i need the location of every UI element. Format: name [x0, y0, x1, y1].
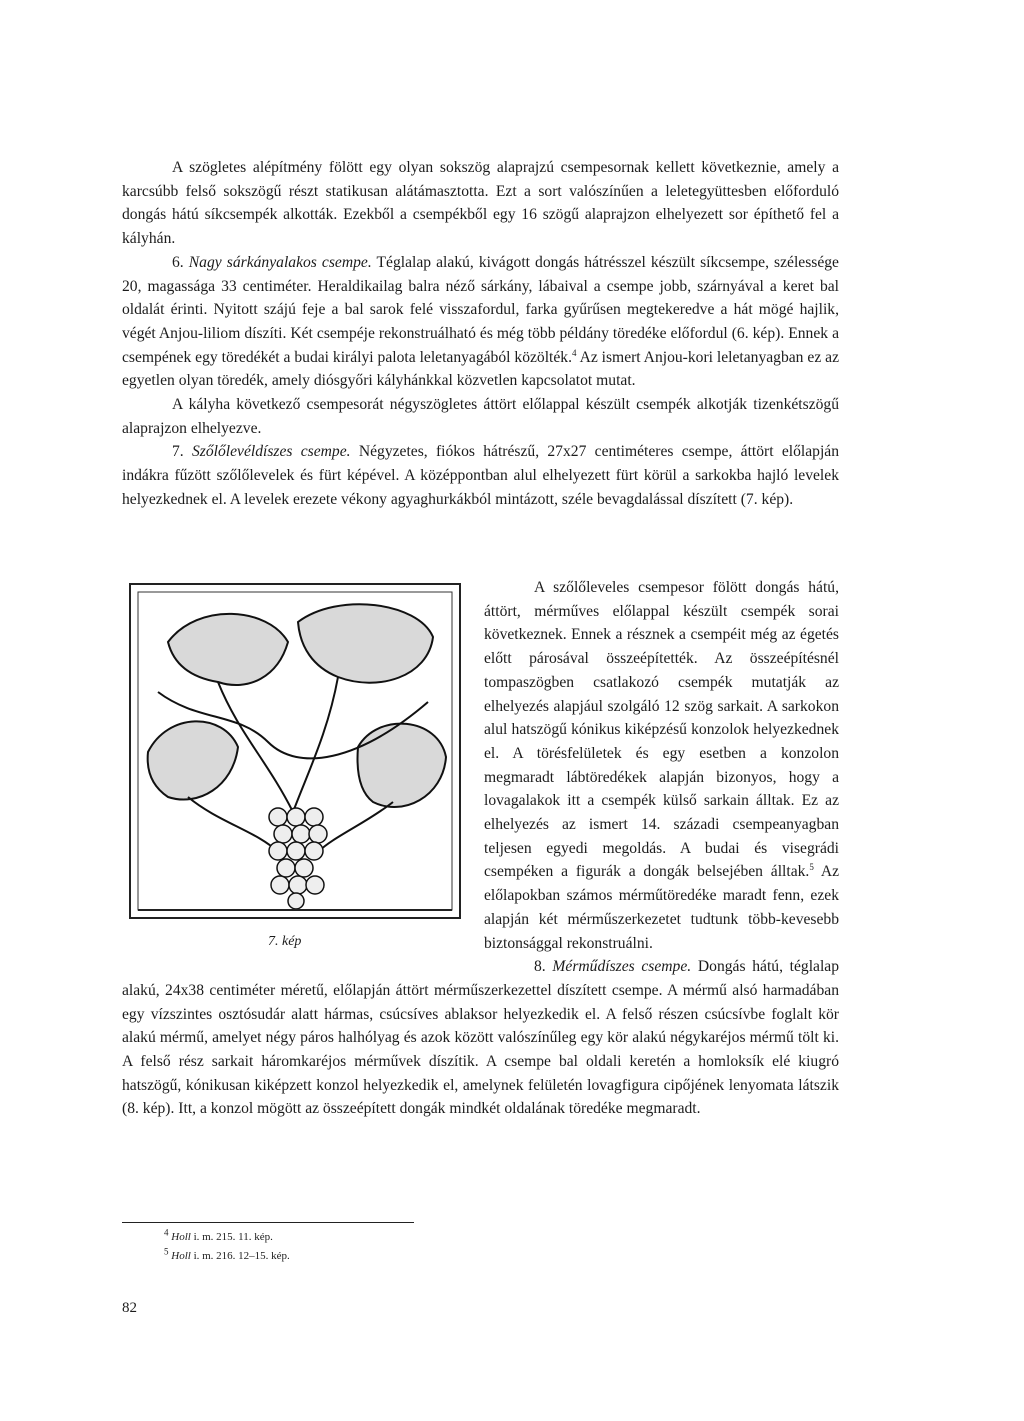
footnote-mark: 5 — [164, 1246, 169, 1257]
item-title: Mérműdíszes csempe. — [552, 958, 692, 976]
item-text: Négyzetes, fiókos hátrészű, 27x27 centiméteres csempe, áttört előlapján indákra fűzött szőlőlevelek és fürt képével. A középpontban alul elhelyezett fürt körül a sarkokba hajló levelek helyezkednek el. A levelek erezete vékony agyaghurkákból mintázott, széle bevagdalással díszített (7. kép). — [122, 443, 840, 508]
footnote-ref: 5 — [809, 862, 814, 873]
item-6-paragraph — [122, 251, 839, 393]
main-text-bottom — [122, 576, 839, 1121]
footnote-ref: 4 — [572, 347, 577, 358]
item-number: 8. — [534, 958, 546, 976]
footnote-text: i. m. 216. 12–15. kép. — [193, 1250, 290, 1262]
item-number: 7. — [172, 443, 184, 461]
item-text: Az ismert Anjou-kori leletanyagban ez az egyetlen olyan töredék, amely diósgyőri kályhánkkal közvetlen kapcsolatot mutat. — [122, 348, 839, 390]
footnote — [164, 1247, 290, 1266]
footnote-rule — [122, 1222, 414, 1223]
item-title: Nagy sárkányalakos csempe. — [188, 253, 372, 271]
footnote-text: i. m. 215. 11. kép. — [193, 1231, 273, 1243]
item-title: Szőlőlevéldíszes csempe. — [192, 443, 351, 461]
main-text-top — [122, 156, 839, 512]
footnotes — [164, 1228, 290, 1266]
item-number: 6. — [172, 253, 184, 271]
paragraph: A kályha következő csempesorát négyszögletes áttört előlappal készült csempék alkotják tizenkétszögű alaprajzon elhelyezve. — [122, 396, 839, 437]
item-7-paragraph — [122, 440, 839, 511]
paragraph: A szögletes alépítmény fölött egy olyan sokszög alaprajzú csempesornak kellett következnie, amely a karcsúbb felső sokszögű részt statikusan alátámasztotta. Ezt a sort valószínűen a leletegyüttesben előforduló dongás hátú síkcsempék alkották. Ezekből a csempékből egy 16 szögű alaprajzon elhelyezett sor építhető fel a kályhán. — [122, 159, 839, 248]
item-text: Téglalap alakú, kivágott dongás hátrésszel készült síkcsempe, szélessége 20, magassága 33 centiméter. Heraldikailag balra néző sárkány, lábaival a csempe jobb, szárnyával a keret bal oldalát érinti. Nyitott szájú feje a bal sarok felé visszafordul, farka gyűrűsen megtekeredve a hát mögé hajlik, végét Anjou-liliom díszíti. Két csempéje rekonstruálható és még több példány töredéke előfordul (6. kép). Ennek a csempének egy töredékét a budai királyi palota leletanyagából közölték. — [122, 253, 839, 366]
grape-leaf-tile-illustration — [128, 582, 462, 922]
page-number: 82 — [122, 1300, 137, 1316]
paragraph-text: Az előlapokban számos mérműtöredéke maradt fenn, ezek alapján két mérműszerkezetet tudtunk több-kevesebb biztonsággal rekonstruálni. — [484, 863, 839, 952]
item-text: Dongás hátú, téglalap alakú, 24x38 centiméter méretű, előlapján áttört mérműszerkezettel díszített csempe. A mérmű alsó harmadában egy vízszintes osztósudár alatt hármas, csúcsíves ablaksor helyezkedik el. A felső részen csúcsívbe foglalt kör alakú mérmű, amelyet négy páros halhólyag és azok között valószínűleg egy kör alakú négykaréjos mérmű tölt ki. A felső rész sarkait háromkaréjos mérművek díszítik. A csempe bal oldali keretén a homloksík elé kiugró hatszögű, kónikusan kiképzett konzol helyezkedik el, amelynek felületén lovagfigura cipőjének lenyomata látszik (8. kép). Itt, a konzol mögött az összeépített dongák mindkét oldalának töredéke megmaradt. — [122, 958, 840, 1118]
paragraph-text: A szőlőleveles csempesor fölött dongás hátú, áttört, mérműves előlappal készült csempék sorai következnek. Ennek a résznek a csempéit még az égetés előtt párosával összeépítették. Az összeépítésnél tompaszögben csatlakozó csempék mutatják az elhelyezés alapjául szolgáló 12 szög sarkait. A sarkokon alul hatszögű kónikus kiképzésű konzolok helyezkednek el. A törésfelületek és egy esetben a konzolon megmaradt lábtöredékek alapján bizonyos, hogy a lovagalakok itt a csempék külső sarkain álltak. Ez az elhelyezés az ismert 14. századi csempeanyagban teljesen egyedi megoldás. A budai és visegrádi csempéken a figurák a dongák belsejében álltak. — [484, 579, 839, 881]
footnote-mark: 4 — [164, 1227, 169, 1238]
footnote — [164, 1228, 290, 1247]
item-8-paragraph — [122, 955, 839, 1121]
figure-caption: 7. kép — [268, 934, 302, 949]
footnote-author: Holl — [171, 1250, 191, 1262]
footnote-author: Holl — [171, 1231, 191, 1243]
figure-7 — [122, 576, 470, 956]
